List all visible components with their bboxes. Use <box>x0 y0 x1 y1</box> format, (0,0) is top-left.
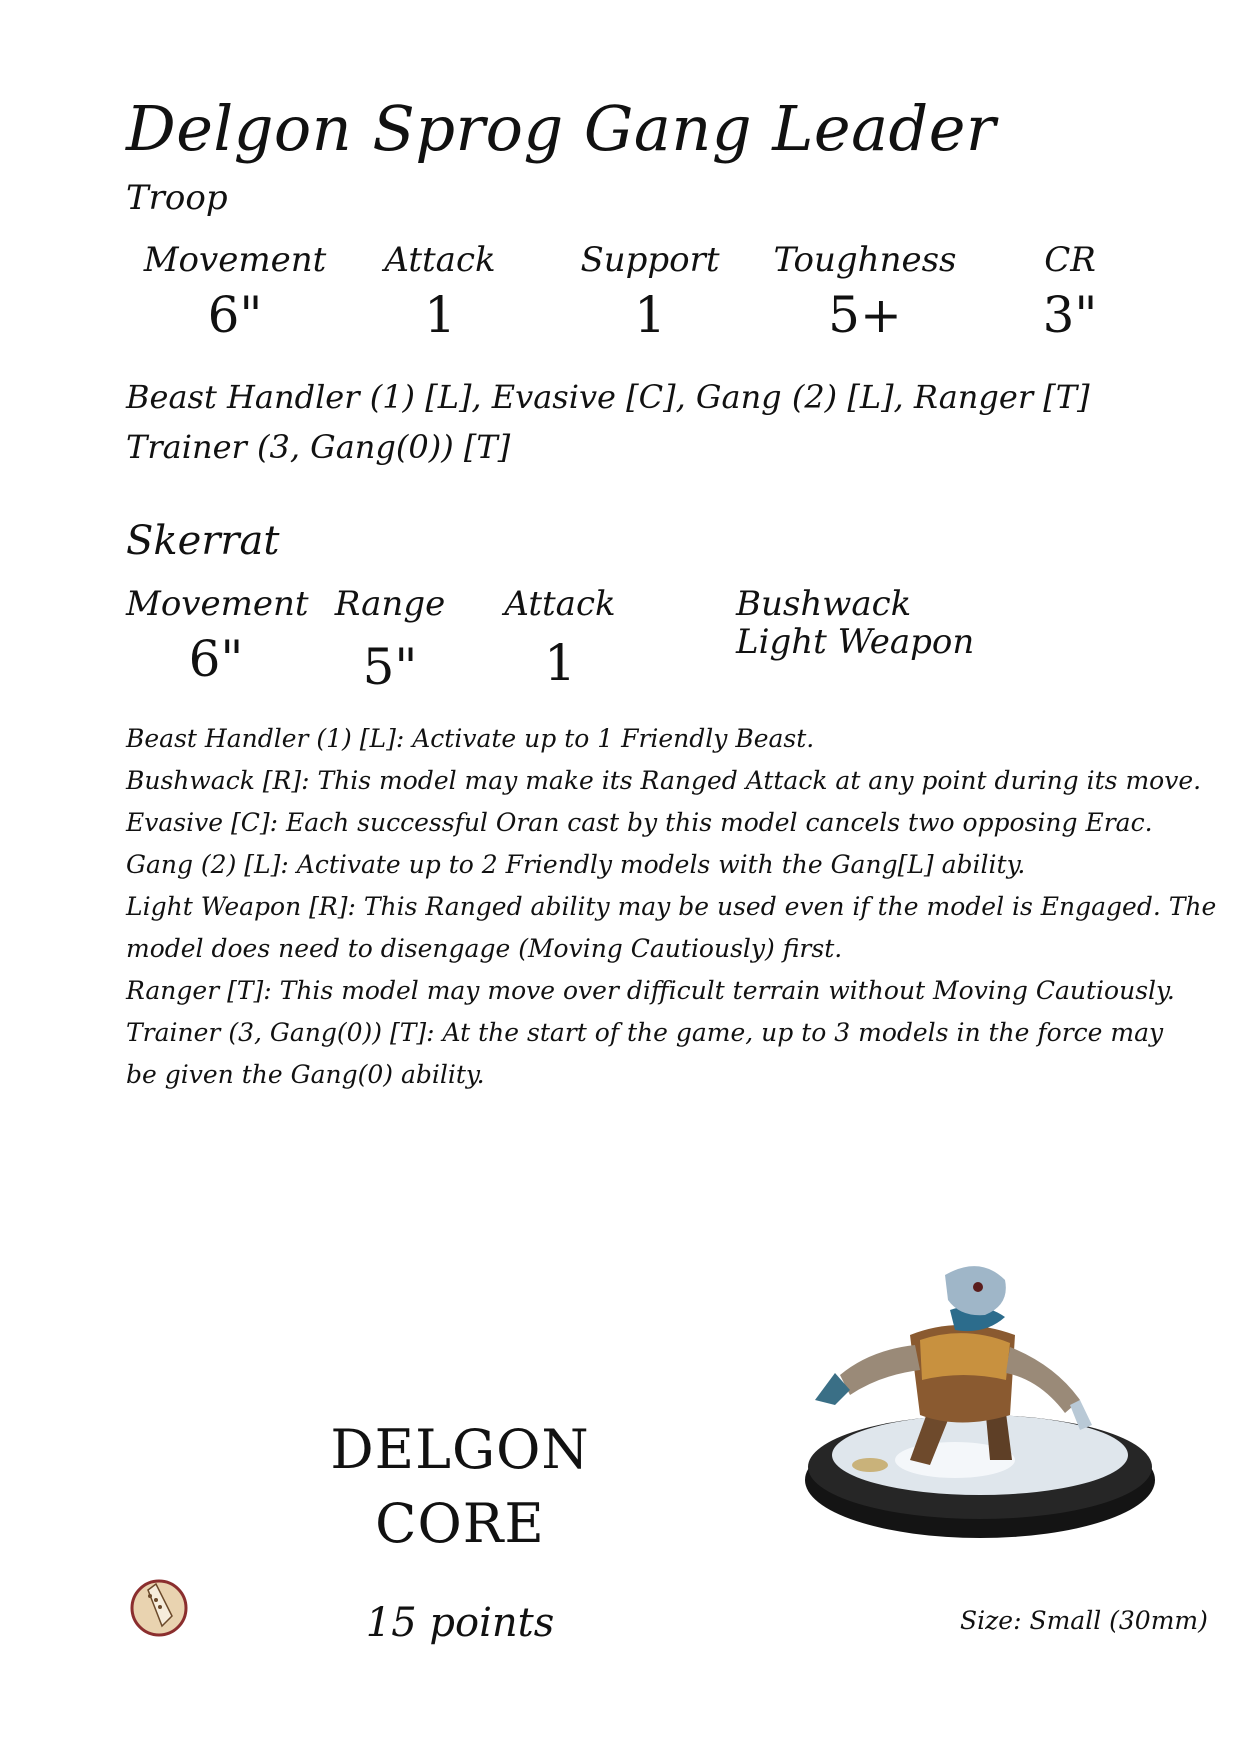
stat-label-movement: Movement <box>143 240 327 280</box>
model-size: Size: Small (30mm) <box>960 1606 1208 1635</box>
weapon-stat-label-range: Range <box>334 584 446 624</box>
rule-line: Light Weapon [R]: This Ranged ability may be used even if the model is Engaged. The <box>126 892 1217 921</box>
keywords-line-2: Trainer (3, Gang(0)) [T] <box>126 428 511 466</box>
rule-line: Ranger [T]: This model may move over difficult terrain without Moving Cautiously. <box>126 976 1175 1005</box>
stat-label-cr: CR <box>1044 240 1096 280</box>
weapon-stat-value-range: 5" <box>362 638 418 696</box>
weapon-stat-label-attack: Attack <box>504 584 616 624</box>
rule-line: Evasive [C]: Each successful Oran cast by this model cancels two opposing Erac. <box>126 808 1153 837</box>
weapon-name: Skerrat <box>126 518 280 564</box>
weapon-ability-light-weapon: Light Weapon <box>736 622 975 662</box>
stat-value-support: 1 <box>634 286 666 344</box>
stat-label-toughness: Toughness <box>773 240 957 280</box>
weapon-stat-value-attack: 1 <box>544 634 576 692</box>
rules-text <box>126 718 1217 1096</box>
weapon-ability-bushwack: Bushwack <box>736 584 912 624</box>
keywords-line-1: Beast Handler (1) [L], Evasive [C], Gang (2) [L], Ranger [T] <box>126 378 1090 416</box>
stat-value-cr: 3" <box>1042 286 1098 344</box>
stat-value-movement: 6" <box>207 286 263 344</box>
rule-line: Trainer (3, Gang(0)) [T]: At the start of the game, up to 3 models in the force may <box>126 1018 1164 1047</box>
rule-line: model does need to disengage (Moving Cautiously) first. <box>126 934 843 963</box>
weapon-stat-label-movement: Movement <box>126 584 309 624</box>
rule-line: Bushwack [R]: This model may make its Ranged Attack at any point during its move. <box>126 766 1202 795</box>
delgon-miniature-photo <box>780 1255 1180 1555</box>
weapon-stat-value-movement: 6" <box>188 630 244 688</box>
stat-value-attack: 1 <box>424 286 456 344</box>
card-type: Troop <box>126 178 228 218</box>
stat-label-attack: Attack <box>384 240 496 280</box>
stat-value-toughness: 5+ <box>828 286 902 344</box>
hand-logo-icon <box>126 1572 192 1638</box>
faction-name: DELGON <box>330 1418 590 1481</box>
rule-line: Beast Handler (1) [L]: Activate up to 1 Friendly Beast. <box>126 724 815 753</box>
faction-category: CORE <box>375 1492 545 1555</box>
rule-line: be given the Gang(0) ability. <box>126 1060 485 1089</box>
card-title: Delgon Sprog Gang Leader <box>126 92 997 165</box>
rule-line: Gang (2) [L]: Activate up to 2 Friendly models with the Gang[L] ability. <box>126 850 1026 879</box>
stat-label-support: Support <box>580 240 720 280</box>
points-cost: 15 points <box>365 1600 555 1646</box>
